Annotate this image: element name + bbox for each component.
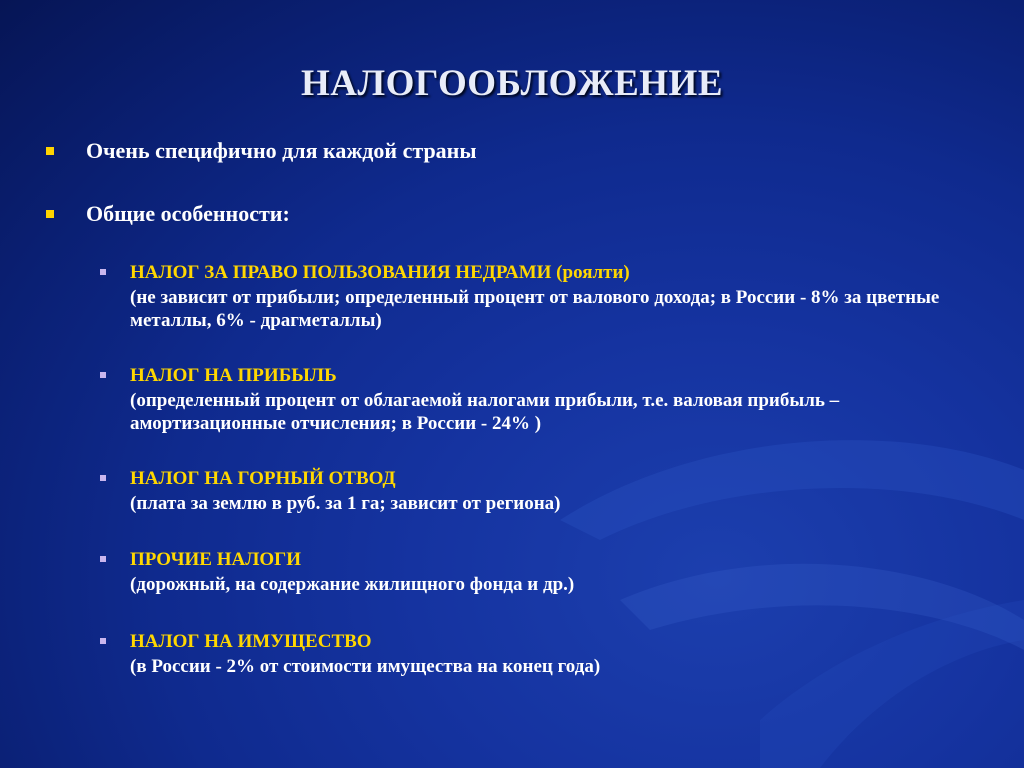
bullet-text: Общие особенности: [86,201,290,226]
sub-bullet-heading: ПРОЧИЕ НАЛОГИ [130,549,302,570]
sub-bullet-description: (дорожный, на содержание жилищного фонда и др.) [130,574,575,595]
square-sub-bullet-icon [100,556,106,562]
square-sub-bullet-icon [100,638,106,644]
bullet-text: Очень специфично для каждой страны [86,138,477,163]
sub-bullet-description: (определенный процент от облагаемой налогами прибыли, т.е. валовая прибыль – амортизационные отчисления; в России - 24% ) [130,390,840,434]
square-bullet-icon [46,210,54,218]
slide-title: НАЛОГООБЛОЖЕНИЕ [301,63,723,104]
sub-bullet-heading: НАЛОГ НА ГОРНЫЙ ОТВОД [130,468,396,489]
sub-bullet-heading: НАЛОГ НА ИМУЩЕСТВО [130,631,372,652]
sub-bullet-heading: НАЛОГ ЗА ПРАВО ПОЛЬЗОВАНИЯ НЕДРАМИ (роялти) [130,262,630,283]
square-sub-bullet-icon [100,475,106,481]
square-sub-bullet-icon [100,269,106,275]
square-sub-bullet-icon [100,372,106,378]
sub-bullet-description: (плата за землю в руб. за 1 га; зависит от региона) [130,493,561,514]
sub-bullet-description: (не зависит от прибыли; определенный процент от валового дохода; в России - 8% за цветные металлы, 6% - драгметаллы) [130,287,940,331]
sub-bullet-description: (в России - 2% от стоимости имущества на конец года) [130,656,601,677]
sub-bullet-heading: НАЛОГ НА ПРИБЫЛЬ [130,365,337,386]
square-bullet-icon [46,147,54,155]
